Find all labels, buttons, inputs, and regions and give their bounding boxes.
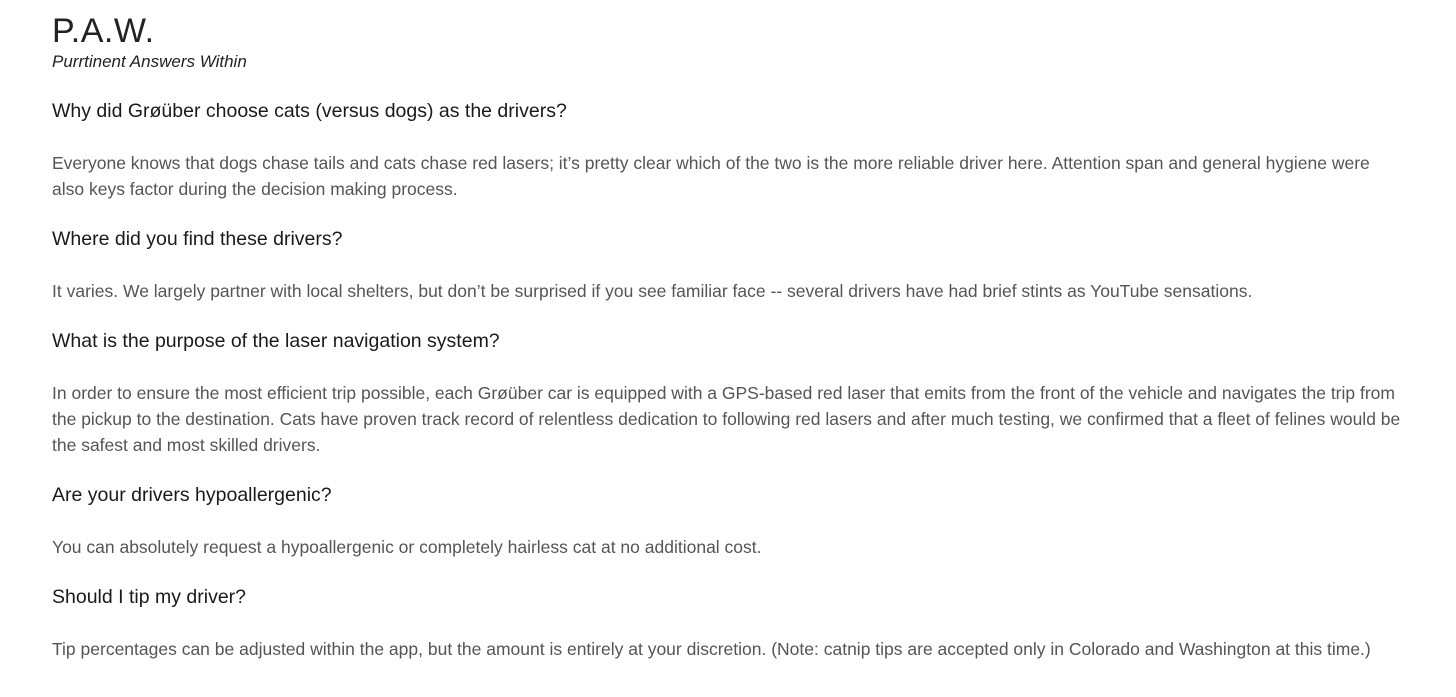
faq-question: Where did you find these drivers? xyxy=(52,228,343,250)
faq-question: Are your drivers hypoallergenic? xyxy=(52,484,332,506)
faq-item-drivers-choice xyxy=(52,98,1404,202)
faq-item-find-drivers xyxy=(52,226,1404,304)
faq-answer: Everyone knows that dogs chase tails and cats chase red lasers; it’s pretty clear which of the two is the more reliable driver here. Attention span and general hygiene were also keys factor during the decision making process. xyxy=(52,153,1370,199)
brand-tagline: Purrtinent Answers Within xyxy=(52,52,247,71)
faq-answer: Tip percentages can be adjusted within the app, but the amount is entirely at your discretion. (Note: catnip tips are accepted only in Colorado and Washington at this time.) xyxy=(52,639,1371,659)
faq-answer: It varies. We largely partner with local shelters, but don’t be surprised if you see familiar face -- several drivers have had brief stints as YouTube sensations. xyxy=(52,281,1253,301)
faq-answer: In order to ensure the most efficient trip possible, each Grøüber car is equipped with a GPS-based red laser that emits from the front of the vehicle and navigates the trip from the pickup to the destination. Cats have proven track record of relentless dedication to following red lasers and after much testing, we confirmed that a fleet of felines would be the safest and most skilled drivers. xyxy=(52,383,1401,455)
faq-list xyxy=(52,98,1404,662)
faq-question: What is the purpose of the laser navigation system? xyxy=(52,330,500,352)
faq-answer: You can absolutely request a hypoallergenic or completely hairless cat at no additional cost. xyxy=(52,537,762,557)
faq-question: Why did Grøüber choose cats (versus dogs) as the drivers? xyxy=(52,100,567,122)
faq-item-tipping xyxy=(52,584,1404,662)
faq-question: Should I tip my driver? xyxy=(52,586,247,608)
faq-item-hypoallergenic xyxy=(52,482,1404,560)
faq-item-laser-navigation xyxy=(52,328,1404,458)
brand-title: P.A.W. xyxy=(52,12,155,50)
